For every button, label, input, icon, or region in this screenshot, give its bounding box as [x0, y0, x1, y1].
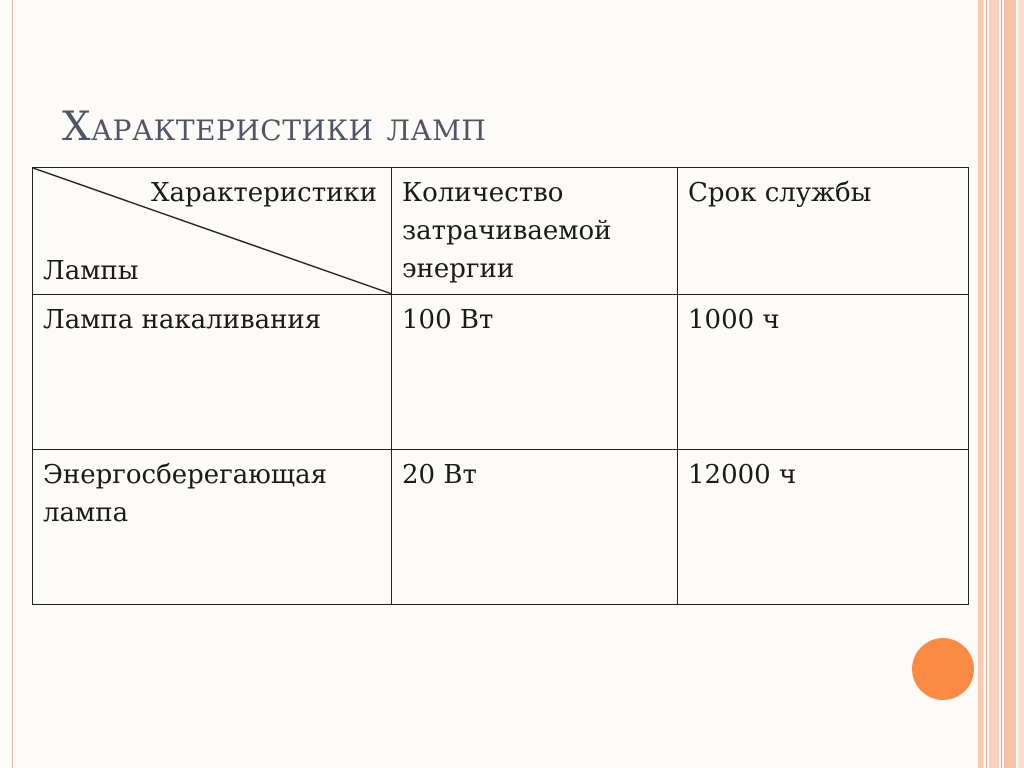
table-row: [33, 450, 969, 605]
cell-lamp: Энергосберегающая лампа: [33, 450, 392, 605]
header-lifetime: Срок службы: [678, 168, 969, 295]
slide-title: Характеристики ламп: [62, 104, 487, 150]
cell-lifetime: 12000 ч: [678, 450, 969, 605]
cell-lamp: Лампа накаливания: [33, 295, 392, 450]
header-lamps: Лампы: [43, 256, 139, 286]
header-characteristics: Характеристики: [150, 178, 377, 208]
cell-energy: 100 Вт: [392, 295, 678, 450]
cell-energy: 20 Вт: [392, 450, 678, 605]
left-frame-line: [12, 0, 13, 768]
header-energy: Количество затрачиваемой энергии: [392, 168, 678, 295]
right-stripe: [986, 0, 987, 768]
orange-circle-decoration: [912, 638, 974, 700]
table-row: [33, 295, 969, 450]
table-header-row: [33, 168, 969, 295]
right-stripe: [1001, 0, 1002, 768]
cell-lifetime: 1000 ч: [678, 295, 969, 450]
right-stripe: [1018, 0, 1024, 768]
lamp-characteristics-table: [32, 167, 969, 605]
right-stripe: [978, 0, 983, 768]
right-stripe: [1004, 0, 1016, 768]
diagonal-header-cell: [33, 168, 392, 295]
right-stripe: [989, 0, 999, 768]
